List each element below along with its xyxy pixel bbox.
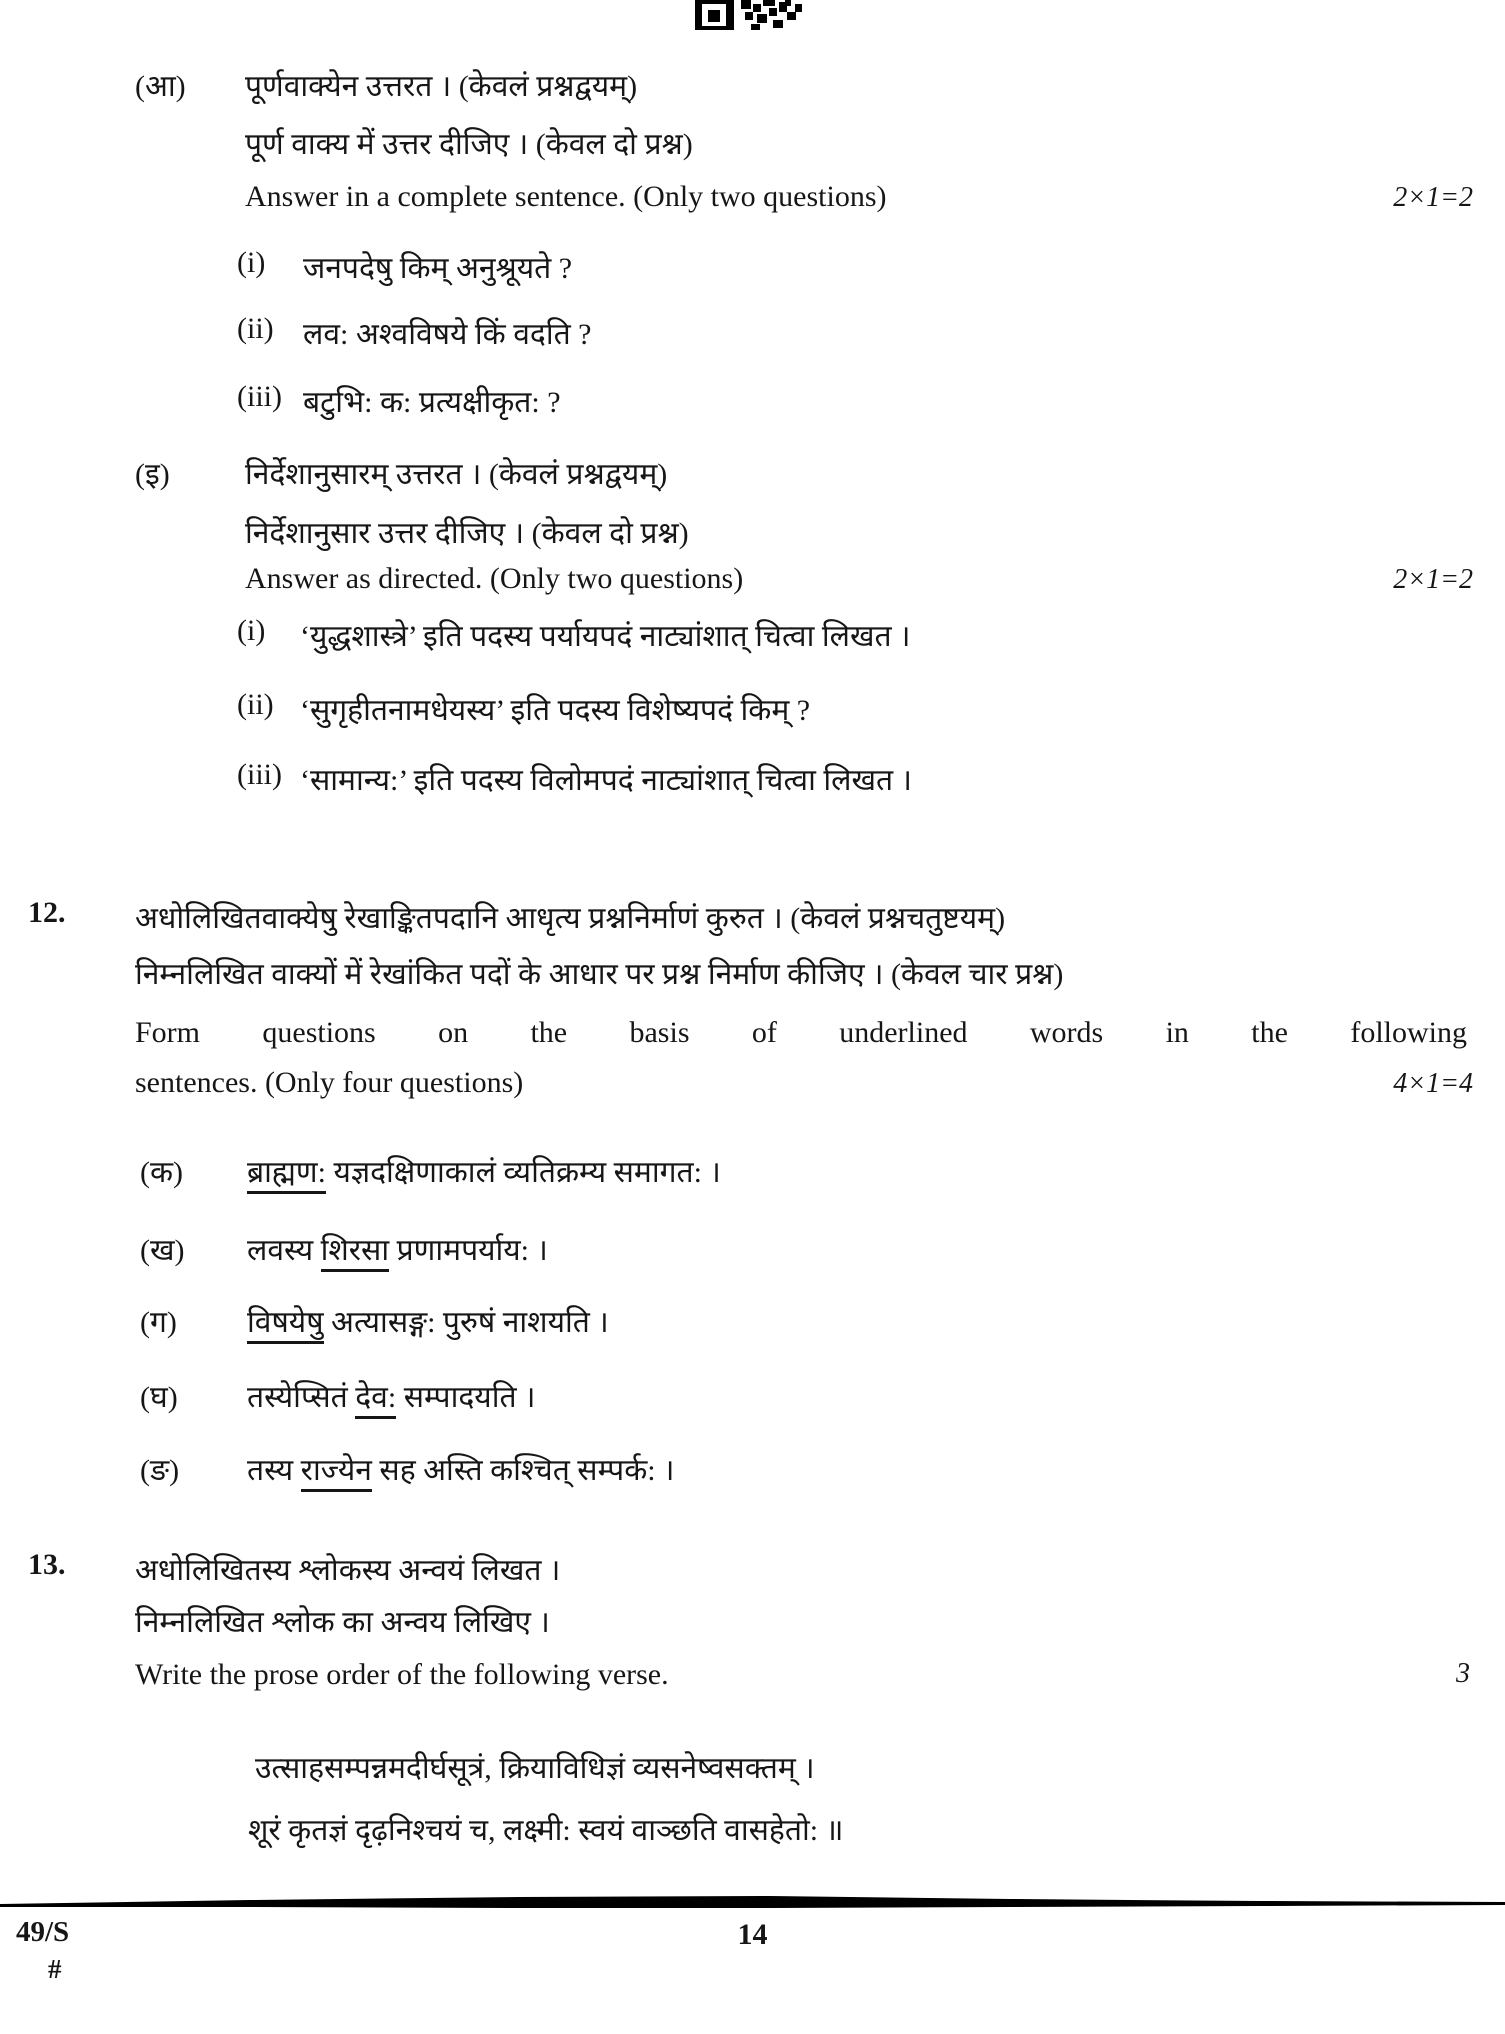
item-number: (ii) [237,688,274,721]
verse-line: शूरं कृतज्ञं दृढ़निश्चयं च, लक्ष्मी: स्वयं वाञ्छति वासहेतो: ॥ [248,1814,844,1847]
item-number: (iii) [237,758,282,791]
question-12-number: 12. [28,896,66,929]
item-number: (ङ) [140,1454,180,1487]
item-text-post: सम्पादयति । [396,1381,536,1414]
underlined-word: शिरसा [321,1234,390,1272]
item-text: ‘युद्धशास्त्रे’ इति पदस्य पर्यायपदं नाट्यांशात् चित्वा लिखत । [300,620,911,653]
item-text [247,1375,535,1416]
footer-paper-code: 49/S [16,1916,70,1948]
item-number: (iii) [237,380,282,413]
q12-english-line1: Form questions on the basis of underlined words in the following [135,1016,1467,1049]
question-13-number: 13. [28,1548,66,1581]
q12-sanskrit: अधोलिखितवाक्येषु रेखाङ्कितपदानि आधृत्य प्रश्ननिर्माणं कुरुत । (केवलं प्रश्नचतुष्टयम्) [135,902,1006,935]
underlined-word: देव: [355,1381,396,1419]
item-text-post: सह अस्ति कश्चित् सम्पर्क: । [371,1454,675,1487]
underlined-word: विषयेषु [247,1306,324,1344]
item-number: (ग) [140,1306,177,1339]
item-text: ‘सुगृहीतनामधेयस्य’ इति पदस्य विशेष्यपदं किम् ? [300,694,811,727]
section-aa-hindi: पूर्ण वाक्य में उत्तर दीजिए । (केवल दो प्रश्न) [245,128,693,161]
item-text [247,1448,674,1489]
section-aa-label: (आ) [135,70,186,103]
underlined-word: राज्येन [301,1454,372,1492]
q13-marks: 3 [1456,1658,1470,1689]
item-text [247,1300,609,1341]
item-text [247,1228,548,1269]
item-number: (i) [237,246,266,279]
q12-marks: 4×1=4 [1393,1068,1473,1099]
item-text: ‘सामान्य:’ इति पदस्य विलोमपदं नाट्यांशात् चित्वा लिखत । [300,764,912,797]
item-text-pre: तस्येप्सितं [247,1381,356,1414]
section-aa-english: Answer in a complete sentence. (Only two questions) [245,180,887,213]
verse-line: उत्साहसम्पन्नमदीर्घसूत्रं, क्रियाविधिज्ञं व्यसनेष्वसक्तम् । [255,1752,815,1785]
section-i-hindi: निर्देशानुसार उत्तर दीजिए । (केवल दो प्रश्न) [245,517,689,550]
section-i-label: (इ) [135,458,170,491]
qr-code-fragment-icon [695,0,815,35]
item-text [247,1150,721,1191]
item-text-post: प्रणामपर्याय: । [389,1234,548,1267]
q13-hindi: निम्नलिखित श्लोक का अन्वय लिखिए । [135,1606,550,1639]
section-i-sanskrit: निर्देशानुसारम् उत्तरत । (केवलं प्रश्नद्वयम्) [245,458,668,491]
item-text-pre: तस्य [247,1454,301,1487]
item-text: जनपदेषु किम् अनुश्रूयते ? [303,252,573,285]
q12-hindi: निम्नलिखित वाक्यों में रेखांकित पदों के आधार पर प्रश्न निर्माण कीजिए । (केवल चार प्रश्न) [135,958,1064,991]
item-text-pre: लवस्य [247,1234,321,1267]
item-number: (ii) [237,312,274,345]
section-i-marks: 2×1=2 [1393,564,1473,595]
item-number: (घ) [140,1381,178,1414]
item-number: (i) [237,614,266,647]
section-aa-sanskrit: पूर्णवाक्येन उत्तरत । (केवलं प्रश्नद्वयम्) [245,70,638,103]
footer-hash-mark: # [48,1954,62,1984]
item-text: लव: अश्वविषये किं वदति ? [303,318,592,351]
footer-page-number: 14 [737,1918,768,1951]
item-text-post: यज्ञदक्षिणाकालं व्यतिक्रम्य समागत: । [325,1156,721,1189]
item-text-post: अत्यासङ्ग: पुरुषं नाशयति । [323,1306,609,1339]
q13-sanskrit: अधोलिखितस्य श्लोकस्य अन्वयं लिखत । [135,1554,561,1587]
item-number: (ख) [140,1234,185,1267]
section-i-english: Answer as directed. (Only two questions) [245,562,744,595]
q12-english-line2: sentences. (Only four questions) [135,1066,524,1099]
section-aa-marks: 2×1=2 [1393,182,1473,213]
item-number: (क) [140,1156,184,1189]
footer-divider [0,1896,1505,1917]
underlined-word: ब्राह्मण: [247,1156,326,1194]
item-text: बटुभि: क: प्रत्यक्षीकृत: ? [303,386,561,419]
q13-english: Write the prose order of the following verse. [135,1658,669,1691]
